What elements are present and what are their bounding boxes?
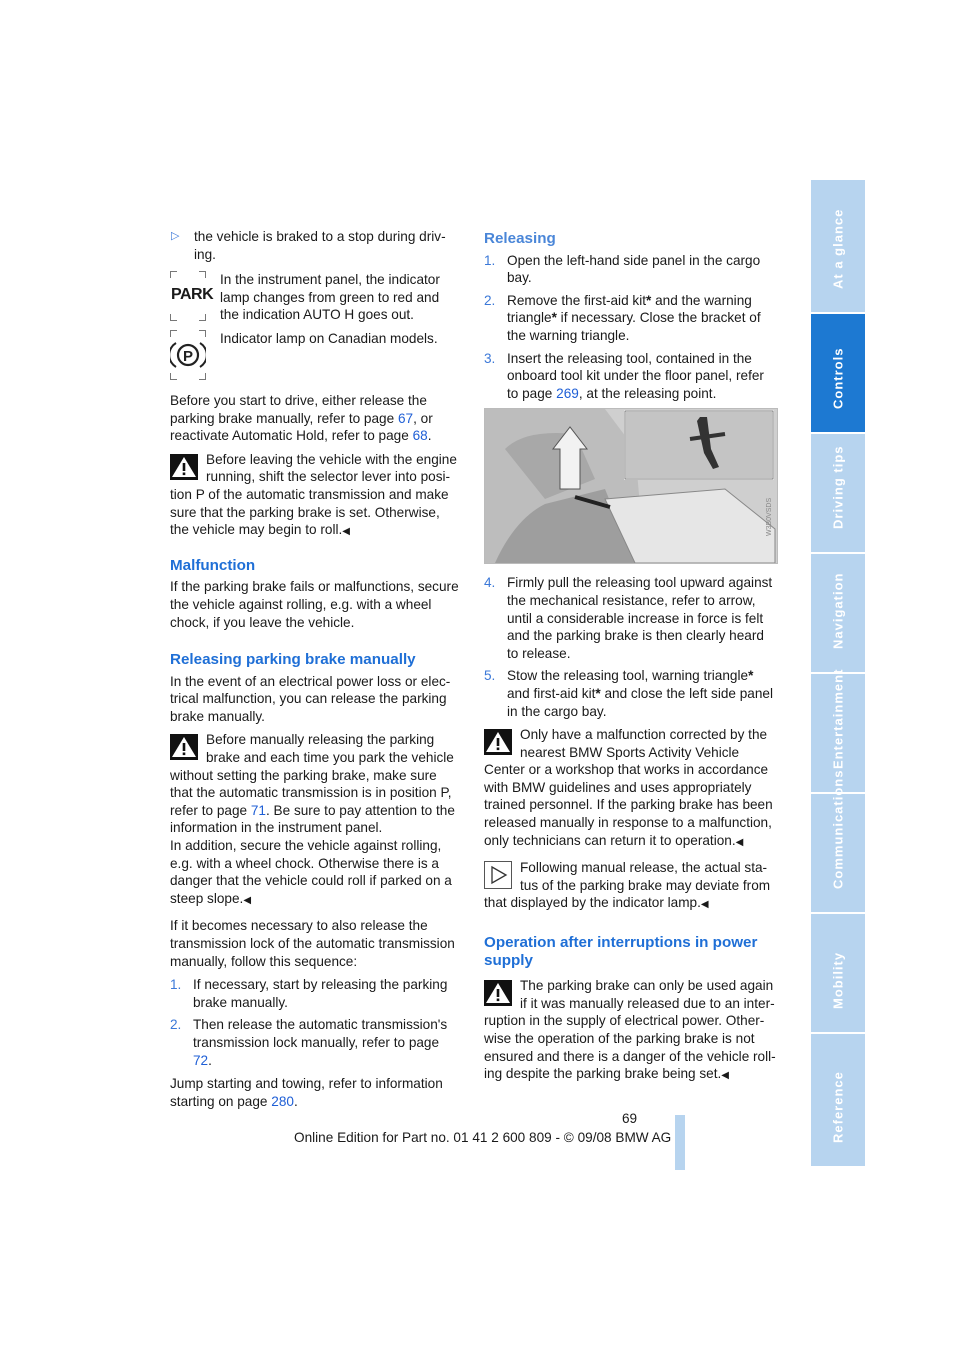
tab-mobility[interactable]: Mobility: [811, 914, 865, 1032]
warning-note: Before leaving the vehicle with the engine running, shift the selector lever into posi-tion P of the automatic transmission and make sure that the parking brake is set. Otherwise, the vehicle may begin to roll.◀: [170, 451, 457, 538]
tab-navigation[interactable]: Navigation: [811, 554, 865, 672]
sequence-list: [170, 976, 460, 1069]
end-mark-icon: ◀: [342, 526, 350, 538]
warning-icon: [484, 729, 512, 755]
tab-reference[interactable]: Reference: [811, 1034, 865, 1166]
list-item: 4. Firmly pull the releasing tool upward against the mechanical resistance, refer to arrow, until a considerable increase in force is felt and the parking brake is then clearly heard to release.: [484, 575, 773, 661]
cargo-bay-illustration: [484, 408, 778, 564]
warning-icon: [484, 980, 512, 1006]
jump-start-paragraph: Jump starting and towing, refer to information starting on page 280.: [170, 1076, 443, 1109]
end-mark-icon: ◀: [735, 836, 744, 848]
svg-text:P: P: [182, 347, 194, 365]
warning-icon: [170, 734, 198, 760]
malfunction-heading: Malfunction: [170, 556, 256, 574]
power-supply-heading: Operation after interruptions in power supply: [484, 934, 758, 969]
bullet-item: ▷ the vehicle is braked to a stop during driv-ing.: [171, 229, 446, 262]
page-link-67[interactable]: 67: [397, 410, 414, 426]
releasing-steps-continued: [484, 574, 776, 720]
warning-icon: [170, 454, 198, 480]
tab-driving-tips[interactable]: Driving tips: [811, 434, 865, 552]
warning-note: The parking brake can only be used again if it was manually released due to an inter-ruption in the supply of electrical power. Other-wise the operation of the parking brake is not ensured and there is a danger of the vehicle roll-ing despite the parking brake being set.◀: [484, 978, 776, 1082]
end-mark-icon: ◀: [243, 894, 252, 906]
page-link-269[interactable]: 269: [556, 385, 579, 401]
list-item: 1. If necessary, start by releasing the parking brake manually.: [170, 977, 448, 1010]
warning-note: Before manually releasing the parking brake and each time you park the vehicle without setting the parking brake, make sure that the automatic transmission is in position P, refer to page 71. Be sure to pay attention to the information in the instrument panel. In addition, secure the vehicle against rolling, e.g. with a wheel chock. Otherwise there is a danger that the vehicle could roll if parked on a steep slope.◀: [170, 732, 455, 906]
manual-release-heading: Releasing parking brake manually: [170, 651, 416, 669]
releasing-heading: Releasing: [484, 230, 556, 247]
list-item: 1. Open the left-hand side panel in the cargo bay.: [484, 252, 761, 286]
end-mark-icon: ◀: [721, 1070, 729, 1082]
tab-at-a-glance[interactable]: At a glance: [811, 180, 865, 312]
info-note: Following manual release, the actual sta-tus of the parking brake may deviate from that displayed by the indicator lamp.◀: [484, 860, 771, 911]
note-arrow-icon: [484, 861, 512, 889]
list-item: 2. Then release the automatic transmission's transmission lock manually, refer to page 72.: [170, 1017, 448, 1068]
parking-p-circle-icon: [170, 330, 206, 380]
tab-controls[interactable]: Controls: [811, 314, 865, 432]
tab-communications[interactable]: Communications: [811, 794, 865, 912]
park-indicator-icon: PARK: [170, 271, 206, 321]
page-link-280[interactable]: 280: [271, 1093, 294, 1109]
page-link-68[interactable]: 68: [412, 428, 428, 444]
page-link-71[interactable]: 71: [250, 802, 266, 818]
warning-note: Only have a malfunction corrected by the nearest BMW Sports Activity Vehicle Center or a workshop that works in accordance with BMW guidelines and uses appropriately trained personnel. If the parking brake has been released manually in response to a malfunction, only technicians can return it to operation.◀: [484, 727, 773, 848]
triangle-bullet-icon: ▷: [171, 230, 180, 242]
left-column: ▷ the vehicle is braked to a stop during driv-ing. PARK In the instrument panel, the indicator lamp changes from green to red and the indication AUTO H goes out. P Indicator lamp on Canadian models. Before you start to drive, either release the parking brake manually, refer to page 67, or reactivate Automatic Hold, refer to page 68. Before leaving the vehicle with the engine running, shift the selector lever into posi-tion P of the automatic transmission and make sure that the parking brake is set. Otherwise, the vehicle may begin to roll.◀ Malfunction If the parking brake fails or malfunctions, secure the vehicle against rolling, e.g. with a wheel chock, if you leave the vehicle. Releasing parking brake manually In the event of an electrical power loss or elec-trical malfunction, you can release the parking brake manually. Before manually releasing the parking brake and each time you park the vehicle without setting the parking brake, make sure that the automatic transmission is in position P, refer to page 71. Be sure to pay attention to the information in the instrument panel. In addition, secure the vehicle against rolling, e.g. with a wheel chock. Otherwise there is a danger that the vehicle could roll if parked on a steep slope.◀ If it becomes necessary to also release the transmission lock of the automatic transmission manually, follow this sequence: 1. If necessary, start by releasing the parking brake manually. 2. Then release the automatic transmission's transmission lock manually, refer to page 72. Jump starting and towing, refer to information starting on page 280.: [170, 229, 459, 1109]
right-column: [484, 228, 776, 1093]
page-link-72[interactable]: 72: [193, 1052, 209, 1068]
park-indicator-row: PARK In the instrument panel, the indicator lamp changes from green to red and the indication AUTO H goes out.: [171, 272, 440, 323]
canada-indicator-row: P Indicator lamp on Canadian models.: [170, 330, 460, 380]
list-item: 5. Stow the releasing tool, warning triangle* and first-aid kit* and close the left side panel in the cargo bay.: [484, 668, 774, 719]
tab-entertainment[interactable]: Entertainment: [811, 674, 865, 792]
figure-code: W3B0VSDS: [766, 498, 773, 537]
releasing-steps: [484, 252, 776, 403]
list-item: 3. Insert the releasing tool, contained in the onboard tool kit under the floor panel, refer to page 269, at the releasing point.: [484, 350, 764, 401]
list-item: 2. Remove the first-aid kit* and the warning triangle* if necessary. Close the bracket of the warning triangle.: [484, 292, 761, 343]
drive-paragraph: Before you start to drive, either release the parking brake manually, refer to page 67, or reactivate Automatic Hold, refer to page 68.: [170, 392, 433, 444]
end-mark-icon: ◀: [700, 899, 709, 911]
page-marker-bar: [675, 1115, 685, 1170]
page-number: 69: [622, 1111, 638, 1126]
footer: Online Edition for Part no. 01 41 2 600 809 - © 09/08 BMW AG: [294, 1130, 672, 1145]
